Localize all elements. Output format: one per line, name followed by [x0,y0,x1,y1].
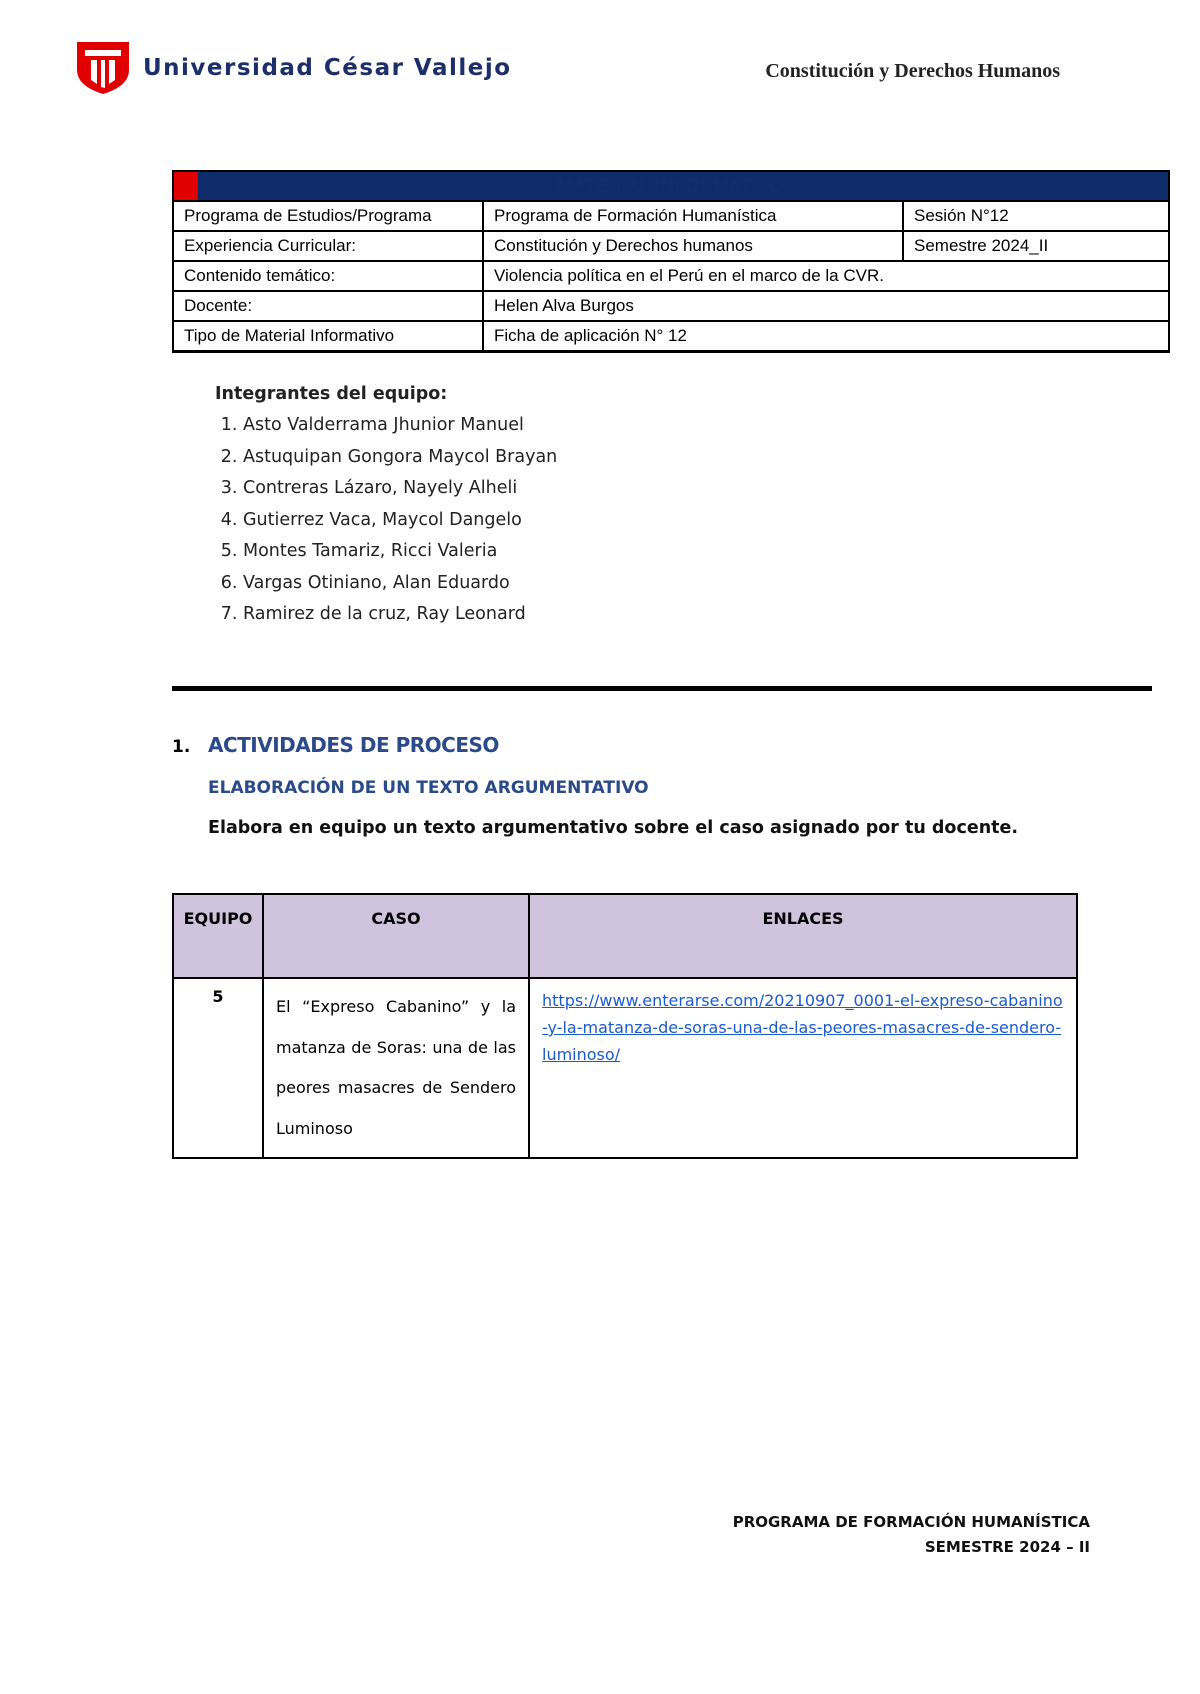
course-title: Constitución y Derechos Humanos [765,60,1060,82]
info-value: Constitución y Derechos humanos [483,231,903,261]
info-label: Docente: [173,291,483,321]
red-marker [174,172,198,200]
team-member: 2. Astuquipan Gongora Maycol Brayan [243,442,557,474]
university-name: Universidad César Vallejo [143,55,512,81]
material-band [173,171,1169,201]
case-table [172,893,1078,1159]
activity-instruction: Elabora en equipo un texto argumentativo sobre el caso asignado por tu docente. [208,818,1019,838]
info-extra: Semestre 2024_II [903,231,1169,261]
team-member: 1. Asto Valderrama Jhunior Manuel [243,410,557,442]
footer-semester: SEMESTRE 2024 – II [924,1538,1090,1556]
ucv-shield-icon [75,40,131,96]
info-label: Programa de Estudios/Programa [173,201,483,231]
table-row [173,978,1077,1158]
info-row [173,231,1169,261]
info-row [173,261,1169,291]
band-title: MATERIAL INFORMATIVO [557,175,785,196]
team-member-list [215,410,557,631]
team-title: Integrantes del equipo: [215,384,448,404]
info-row [173,291,1169,321]
header-equipo: EQUIPO [173,894,263,978]
info-value: Ficha de aplicación N° 12 [483,321,1169,352]
material-info-table [172,170,1170,353]
case-link-cell [529,978,1077,1158]
team-member: 7. Ramirez de la cruz, Ray Leonard [243,599,557,631]
info-label: Contenido temático: [173,261,483,291]
section-subtitle: ELABORACIÓN DE UN TEXTO ARGUMENTATIVO [208,778,649,798]
team-member: 4. Gutierrez Vaca, Maycol Dangelo [243,505,557,537]
case-team-number: 5 [173,978,263,1158]
case-link[interactable]: https://www.enterarse.com/20210907_0001-el-expreso-cabanino-y-la-matanza-de-soras-una-de-las-peores-masacres-de-sendero-luminoso/ [542,991,1063,1064]
header-caso: CASO [263,894,529,978]
team-section [215,384,557,631]
header-enlaces: ENLACES [529,894,1077,978]
page-footer [733,1510,1090,1560]
team-member: 6. Vargas Otiniano, Alan Eduardo [243,568,557,600]
team-member: 3. Contreras Lázaro, Nayely Alheli [243,473,557,505]
team-member: 5. Montes Tamariz, Ricci Valeria [243,536,557,568]
info-label: Experiencia Curricular: [173,231,483,261]
footer-program: PROGRAMA DE FORMACIÓN HUMANÍSTICA [732,1513,1090,1531]
university-logo [75,40,512,96]
info-label: Tipo de Material Informativo [173,321,483,352]
info-value: Programa de Formación Humanística [483,201,903,231]
info-value: Helen Alva Burgos [483,291,1169,321]
info-row [173,201,1169,231]
info-row [173,321,1169,352]
section-number: 1. [172,737,191,757]
section-divider [172,686,1152,691]
info-extra: Sesión N°12 [903,201,1169,231]
info-value: Violencia política en el Perú en el marco de la CVR. [483,261,1169,291]
case-table-header [173,894,1077,978]
section-title: ACTIVIDADES DE PROCESO [208,733,499,757]
case-description: El “Expreso Cabanino” y la matanza de Soras: una de las peores masacres de Sendero Luminoso [263,978,529,1158]
